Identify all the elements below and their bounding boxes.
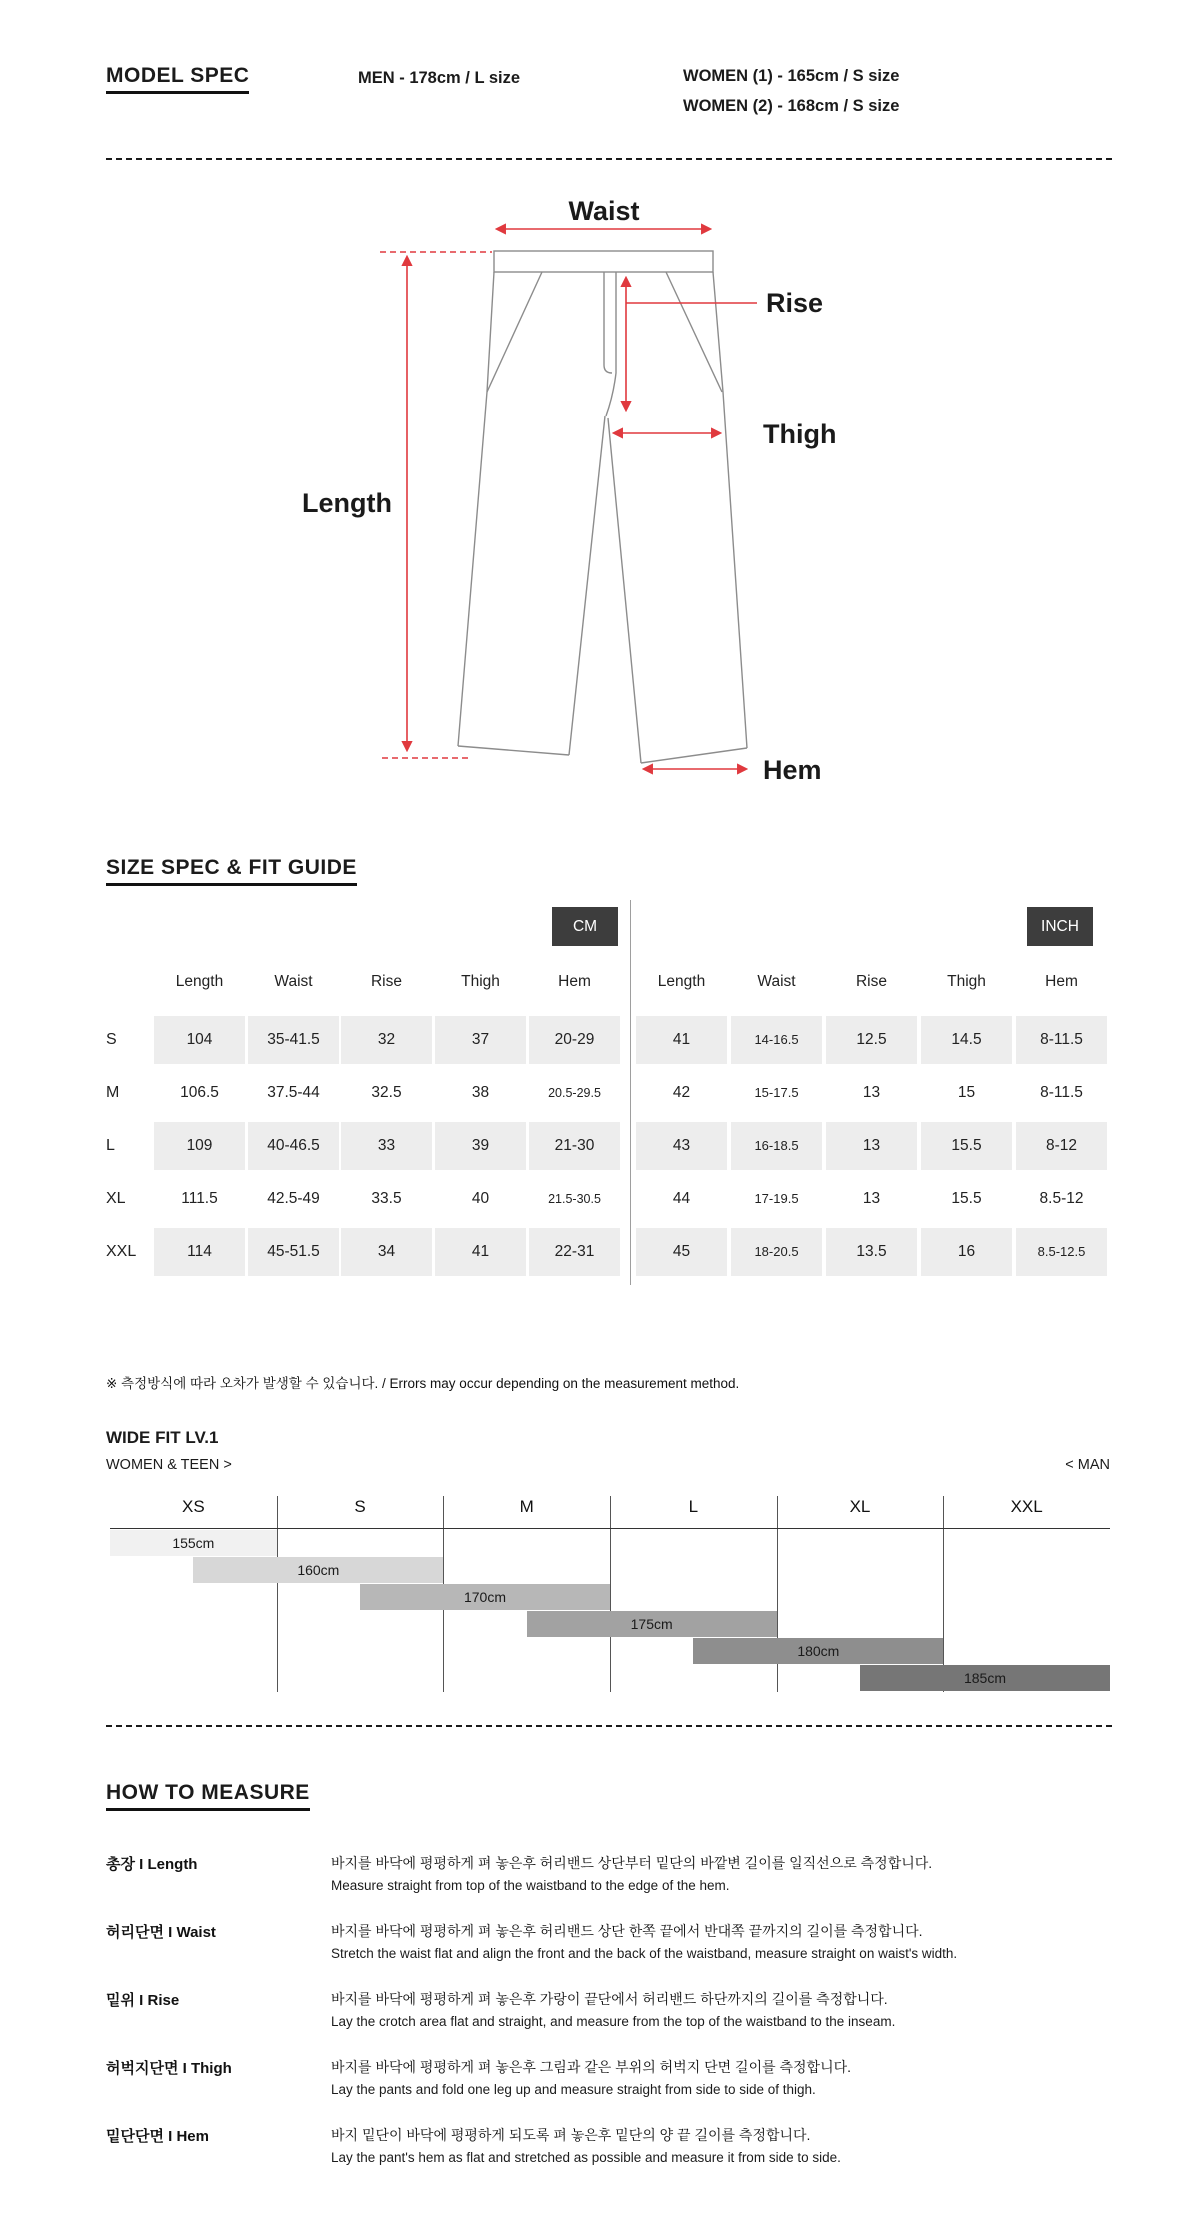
table-header-cell: Waist: [274, 973, 313, 990]
size-table-cell: 37: [435, 1016, 526, 1064]
size-table-cell: 32: [341, 1016, 432, 1064]
right-pocket-line: [666, 272, 722, 392]
measure-desc-en: Lay the crotch area flat and straight, and measure from the top of the waistband to the inseam.: [331, 2014, 896, 2029]
measurement-note: ※ 측정방식에 따라 오차가 발생할 수 있습니다. / Errors may occur depending on the measurement method.: [106, 1376, 740, 1391]
size-table-cell: 109: [154, 1122, 245, 1170]
size-table-cell: 114: [154, 1228, 245, 1276]
size-table-row: [636, 1122, 1110, 1170]
how-to-measure-title: HOW TO MEASURE: [106, 1781, 310, 1811]
hem-label: Hem: [763, 755, 822, 785]
size-table-cell: 41: [435, 1228, 526, 1276]
size-table-cell: 13: [862, 1084, 881, 1101]
size-table-row: [106, 1069, 630, 1117]
fit-chart-bar: 160cm: [193, 1557, 443, 1583]
size-table-cell: 8-11.5: [1016, 1016, 1107, 1064]
table-header-cell: Thigh: [947, 973, 986, 990]
size-table-cell: 12.5: [826, 1016, 917, 1064]
size-table-cell: 17-19.5: [754, 1191, 799, 1206]
cm-unit-badge: CM: [552, 907, 618, 946]
measure-row-label: 밑단단면 I Hem: [106, 2128, 209, 2145]
how-to-measure-header: [106, 1781, 310, 1811]
size-table-cell: 8-11.5: [1040, 1084, 1083, 1101]
measure-desc-kr: 바지를 바닥에 평평하게 펴 놓은후 그림과 같은 부위의 허벅지 단면 길이를 측정합니다.: [331, 2059, 852, 2075]
size-table-cell: 32.5: [371, 1084, 402, 1101]
inch-unit-badge: INCH: [1027, 907, 1093, 946]
measure-desc-kr: 바지 밑단이 바닥에 평평하게 되도록 펴 놓은후 밑단의 양 끝 길이를 측정합니다.: [331, 2127, 811, 2143]
measure-desc-en: Lay the pant's hem as flat and stretched as possible and measure it from side to side.: [331, 2150, 841, 2165]
fit-chart-size-label: M: [519, 1497, 534, 1516]
table-header-cell: Waist: [757, 973, 796, 990]
size-spec-section-header: [106, 856, 357, 886]
fit-chart-size-label: XS: [181, 1497, 205, 1516]
size-table-cell: 40: [471, 1190, 490, 1207]
size-table-row: [636, 1016, 1110, 1064]
fit-chart-bar: 155cm: [110, 1530, 277, 1556]
measure-row-label: 총장 I Length: [106, 1856, 198, 1873]
size-table-cell: 16-18.5: [731, 1122, 822, 1170]
size-table-row: [106, 1228, 630, 1276]
fit-chart-bar: 185cm: [860, 1665, 1110, 1691]
pants-measurement-diagram: [0, 160, 1200, 860]
measure-desc-en: Stretch the waist flat and align the front and the back of the waistband, measure straight on waist's width.: [331, 1946, 958, 1961]
size-table-cell: 14-16.5: [731, 1016, 822, 1064]
size-table-row: [636, 1069, 1110, 1117]
size-table-cell: 42: [672, 1084, 691, 1101]
table-header-cell: Rise: [855, 973, 887, 990]
table-header-cell: Hem: [558, 973, 591, 990]
table-header-cell: Length: [657, 973, 706, 990]
size-table-cell: 13.5: [826, 1228, 917, 1276]
waist-label: Waist: [568, 196, 640, 226]
size-table-cell: 8-12: [1016, 1122, 1107, 1170]
size-table-cell: 37.5-44: [267, 1084, 320, 1101]
measure-row-label: 허벅지단면 I Thigh: [106, 2060, 232, 2077]
table-header-cell: Hem: [1045, 973, 1078, 990]
dashed-separator-bottom: [106, 1725, 1112, 1727]
measure-row-label: 밑위 I Rise: [106, 1992, 180, 2009]
model-spec-women-1: WOMEN (1) - 165cm / S size: [683, 67, 900, 85]
size-table-cell: 15.5: [951, 1190, 982, 1207]
measure-desc-kr: 바지를 바닥에 평평하게 펴 놓은후 가랑이 끝단에서 허리밴드 하단까지의 길이를 측정합니다.: [331, 1991, 888, 2007]
measure-desc-en: Measure straight from top of the waistband to the edge of the hem.: [331, 1878, 730, 1893]
measurement-arrows: [380, 229, 757, 769]
size-table-row: [106, 1122, 630, 1170]
size-table-row: [636, 1228, 1110, 1276]
fit-chart-size-label: XXL: [1010, 1497, 1043, 1516]
fly-line: [604, 272, 612, 373]
pants-outline: [458, 251, 747, 763]
measure-row-label: 허리단면 I Waist: [106, 1924, 216, 1941]
measure-desc-en: Lay the pants and fold one leg up and measure straight from side to side of thigh.: [331, 2082, 816, 2097]
size-table-cell: 39: [435, 1122, 526, 1170]
size-table-cell: 18-20.5: [731, 1228, 822, 1276]
size-table-cell: 41: [636, 1016, 727, 1064]
model-spec-header: [106, 64, 249, 94]
size-row-label: XL: [106, 1190, 126, 1207]
size-table-cell: 35-41.5: [248, 1016, 339, 1064]
fit-chart-size-label: L: [688, 1497, 699, 1516]
size-row-label: S: [106, 1031, 117, 1048]
size-table-cell: 13: [862, 1190, 881, 1207]
fit-chart-bar: 175cm: [527, 1611, 777, 1637]
size-table-cell: 44: [672, 1190, 691, 1207]
rise-label: Rise: [766, 288, 824, 318]
size-table-cell: 21.5-30.5: [548, 1192, 601, 1206]
size-row-label: M: [106, 1084, 120, 1101]
size-table-cell: 21-30: [529, 1122, 620, 1170]
fit-chart-divider: [610, 1496, 611, 1692]
fit-chart-size-label: S: [354, 1497, 366, 1516]
size-table-cell: 43: [636, 1122, 727, 1170]
fit-chart-axis-line: [110, 1528, 1110, 1529]
model-spec-women-2: WOMEN (2) - 168cm / S size: [683, 97, 900, 115]
fit-chart-caption-left: WOMEN & TEEN >: [106, 1457, 232, 1473]
size-spec-title: SIZE SPEC & FIT GUIDE: [106, 856, 357, 886]
table-header-cell: Rise: [370, 973, 402, 990]
fit-chart: [110, 1492, 1110, 1694]
fit-chart-bar: 180cm: [693, 1638, 943, 1664]
size-table-cell: 20.5-29.5: [548, 1086, 601, 1100]
size-table-cell: 33.5: [371, 1190, 402, 1207]
fit-chart-title: WIDE FIT LV.1: [106, 1428, 219, 1447]
size-table-cell: 13: [826, 1122, 917, 1170]
table-header-cell: Thigh: [461, 973, 500, 990]
size-table-cell: 15.5: [921, 1122, 1012, 1170]
size-table-row: [106, 1016, 630, 1064]
fit-chart-caption-right: < MAN: [1065, 1457, 1110, 1473]
table-divider: [630, 900, 631, 1285]
size-table-cell: 8.5-12: [1039, 1190, 1084, 1207]
how-to-measure-list: [106, 1853, 1146, 2193]
size-table-cm: [106, 973, 630, 1285]
table-header-cell: Length: [175, 973, 224, 990]
size-table-cell: 42.5-49: [267, 1190, 320, 1207]
length-label: Length: [302, 488, 392, 518]
fit-chart-bar: 170cm: [360, 1584, 610, 1610]
size-table-row: [106, 1175, 630, 1223]
size-table-cell: 22-31: [529, 1228, 620, 1276]
size-row-label: XXL: [106, 1243, 137, 1260]
size-table-cell: 15: [957, 1084, 976, 1101]
fit-chart-size-label: XL: [849, 1497, 871, 1516]
size-table-row: [636, 1175, 1110, 1223]
size-row-label: L: [106, 1137, 115, 1154]
size-table-cell: 34: [341, 1228, 432, 1276]
measure-desc-kr: 바지를 바닥에 평평하게 펴 놓은후 허리밴드 상단부터 밑단의 바깥변 길이를 일직선으로 측정합니다.: [331, 1855, 933, 1871]
model-spec-men: MEN - 178cm / L size: [358, 69, 521, 87]
size-table-cell: 104: [154, 1016, 245, 1064]
size-table-cell: 33: [341, 1122, 432, 1170]
size-table-cell: 45-51.5: [248, 1228, 339, 1276]
thigh-label: Thigh: [763, 419, 837, 449]
size-table-inch: [636, 973, 1110, 1285]
model-spec-title: MODEL SPEC: [106, 64, 249, 94]
size-table-cell: 106.5: [180, 1084, 219, 1101]
fit-chart-divider: [943, 1496, 944, 1692]
measure-desc-kr: 바지를 바닥에 평평하게 펴 놓은후 허리밴드 상단 한쪽 끝에서 반대쪽 끝까지의 길이를 측정합니다.: [331, 1923, 923, 1939]
size-table-cell: 15-17.5: [754, 1085, 799, 1100]
left-pocket-line: [487, 272, 542, 392]
size-table-cell: 16: [921, 1228, 1012, 1276]
size-table-cell: 8.5-12.5: [1016, 1228, 1107, 1276]
size-table-cell: 14.5: [921, 1016, 1012, 1064]
size-table-cell: 45: [636, 1228, 727, 1276]
size-table-cell: 20-29: [529, 1016, 620, 1064]
size-table-cell: 40-46.5: [248, 1122, 339, 1170]
fit-chart-divider: [277, 1496, 278, 1692]
size-table-cell: 111.5: [181, 1190, 218, 1207]
size-table-cell: 38: [471, 1084, 490, 1101]
